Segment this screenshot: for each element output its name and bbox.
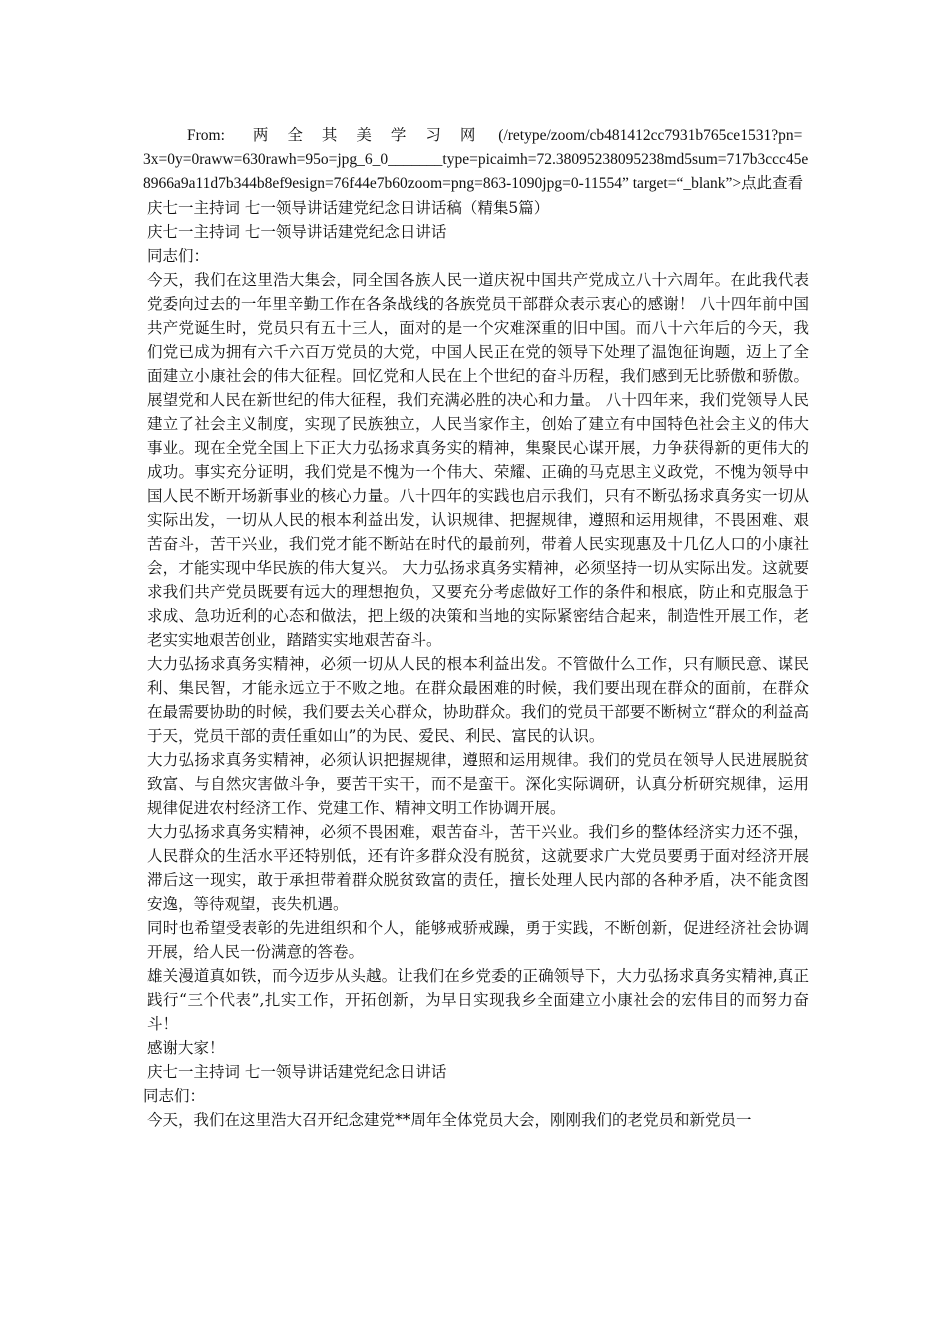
- body-paragraph: 今天，我们在这里浩大召开纪念建党**周年全体党员大会，刚刚我们的老党员和新党员一: [147, 1111, 752, 1129]
- source-link-text[interactable]: target=“_blank”>点此查看: [632, 175, 804, 192]
- salutation: 同志们：: [147, 247, 210, 265]
- body-paragraph: 大力弘扬求真务实精神，必须一切从人民的根本利益出发。不管做什么工作，只有顺民意、谋民利、集民智，才能永远立于不败之地。在群众最困难的时候，我们要出现在群众的面前，在群众在最需要协助的时候，我们要去关心群众，协助群众。我们的党员干部要不断树立“群众的利益高于天，党员干部的责任重如山”的为民、爱民、利民、富民的认识。: [147, 655, 809, 745]
- salutation: 同志们：: [143, 1087, 206, 1105]
- body-paragraph: 大力弘扬求真务实精神，必须不畏困难，艰苦奋斗，苦干兴业。我们乡的整体经济实力还不强，人民群众的生活水平还特别低，还有许多群众没有脱贫，这就要求广大党员要勇于面对经济开展滞后这一现实，敢于承担带着群众脱贫致富的责任，擅长处理人民内部的各种矛盾，决不能贪图安逸，等待观望，丧失机遇。: [147, 823, 809, 913]
- body-paragraph: 今天，我们在这里浩大集会，同全国各族人民一道庆祝中国共产党成立八十六周年。在此我代表党委向过去的一年里辛勤工作在各条战线的各族党员干部群众表示衷心的感谢！ 八十四年前中国共产党诞生时，党员只有五十三人，面对的是一个灾难深重的旧中国。而八十六年后的今天，我们党已成为拥有六千六百万党员的大党，中国人民正在党的领导下处理了温饱征询题，迈上了全面建立小康社会的伟大征程。回忆党和人民在上个世纪的奋斗历程，我们感到无比骄傲和骄傲。展望党和人民在新世纪的伟大征程，我们充满必胜的决心和力量。 八十四年来，我们党领导人民建立了社会主义制度，实现了民族独立，人民当家作主，创始了建立有中国特色社会主义的伟大事业。现在全党全国上下正大力弘扬求真务实的精神，集聚民心谋开展，力争获得新的更伟大的成功。事实充分证明，我们党是不愧为一个伟大、荣耀、正确的马克思主义政党，不愧为领导中国人民不断开场新事业的核心力量。八十四年的实践也启示我们，只有不断弘扬求真务实一切从实际出发，一切从人民的根本利益出发，认识规律、把握规律，遵照和运用规律，不畏困难、艰苦奋斗，苦干兴业，我们党才能不断站在时代的最前列，带着人民实现惠及十几亿人口的小康社会，才能实现中华民族的伟大复兴。 大力弘扬求真务实精神，必须坚持一切从实际出发。这就要求我们共产党员既要有远大的理想抱负，又要充分考虑做好工作的条件和根底，防止和克服急于求成、急功近利的心态和做法，把上级的决策和当地的实际紧密结合起来，制造性开展工作，老老实实地艰苦创业，踏踏实实地艰苦奋斗。: [147, 271, 809, 649]
- source-note: [143, 124, 809, 196]
- collection-title: 庆七一主持词 七一领导讲话建党纪念日讲话稿（精集5篇）: [147, 199, 550, 217]
- body-paragraph: 同时也希望受表彰的先进组织和个人，能够戒骄戒躁，勇于实践，不断创新，促进经济社会协调开展，给人民一份满意的答卷。: [147, 919, 809, 961]
- closing-line: 感谢大家！: [147, 1039, 225, 1057]
- source-site-name: 两全其美学习网: [252, 127, 495, 144]
- speech-title: 庆七一主持词 七一领导讲话建党纪念日讲话: [147, 223, 447, 241]
- source-label: From:: [187, 127, 225, 144]
- source-url: (/retype/zoom/cb481412cc7931b765ce1531?pn=3x=0y=0raww=630rawh=95o=jpg_6_0_______type=picaimh=72.38095238095238md5sum=717b3ccc45e8966a9a11d7b344b8ef9esign=76f44e7b60zoom=png=863-1090jpg=0-11554”: [143, 127, 809, 192]
- document-body: [143, 124, 809, 1132]
- body-paragraph: 雄关漫道真如铁，而今迈步从头越。让我们在乡党委的正确领导下，大力弘扬求真务实精神,真正践行“三个代表”,扎实工作，开拓创新，为早日实现我乡全面建立小康社会的宏伟目的而努力奋斗！: [147, 967, 809, 1033]
- speech-title: 庆七一主持词 七一领导讲话建党纪念日讲话: [147, 1063, 447, 1081]
- body-paragraph: 大力弘扬求真务实精神，必须认识把握规律，遵照和运用规律。我们的党员在领导人民进展脱贫致富、与自然灾害做斗争，要苦干实干，而不是蛮干。深化实际调研，认真分析研究规律，运用规律促进农村经济工作、党建工作、精神文明工作协调开展。: [147, 751, 809, 817]
